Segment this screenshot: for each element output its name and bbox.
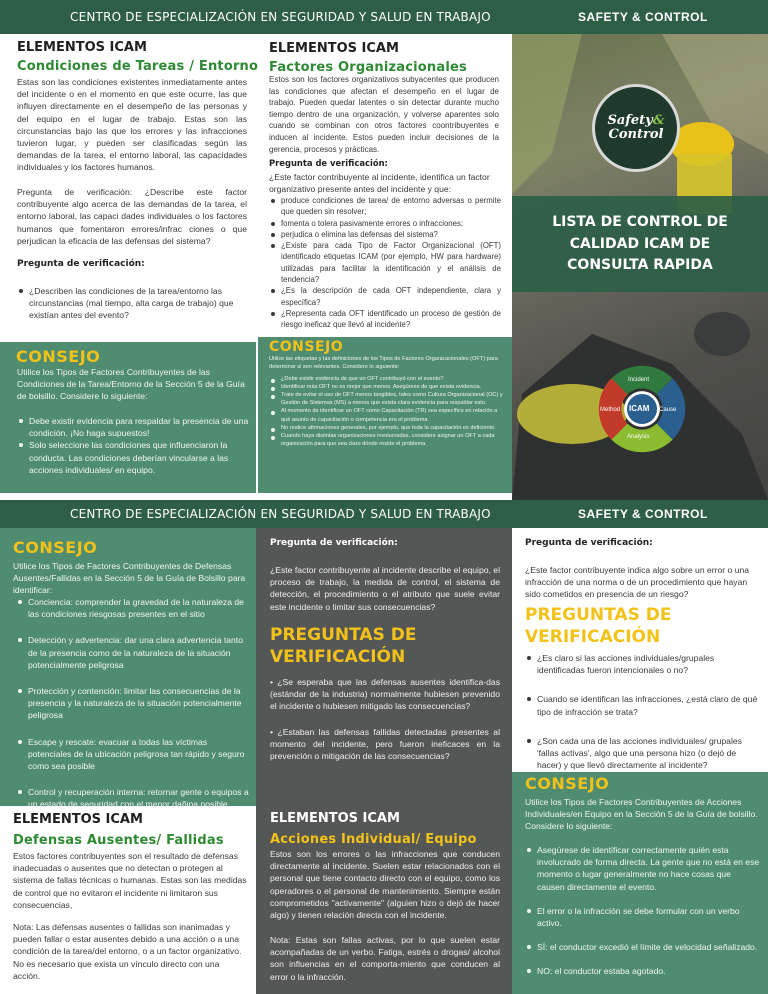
list-item: Asegúrese de identificar correctamente quién esta involucrado de forma directa. La gente que no está en ese momento o lugar generalmente no hace cosas que causen directamente el evento. (525, 844, 761, 893)
col4-subheading: Defensas Ausentes/ Fallidas (13, 833, 224, 848)
list-item: Trate de evitar el uso de OFT menos tangibles, tales como Cultura Organizacional (OC) y Gestión de Sistemas (MS) a menos que exista clara evidencia para respaldar esto. (269, 391, 507, 407)
list-item: SÍ: el conductor excedió el límite de velocidad señalizado. (525, 941, 761, 953)
col4-consejo-list (16, 596, 250, 811)
col1-question-paragraph: Pregunta de verificación: ¿Describe este factor contribuyente algo acerca de las demandas de la tarea, el entorno laboral, las capaci dades individuales o los factores humanos que fomentaron errores/infrac ciones o que perjudican la eficacia de las defensas del sistema? (17, 187, 247, 246)
col2-consejo-list (269, 375, 507, 448)
list-item: No realice afirmaciones generales, por ejemplo, que toda la capacitación es deficiente. (269, 424, 507, 432)
col2-subheading: Factores Organizacionales (269, 60, 467, 75)
list-item: Solo seleccione las condiciones que influenciaron la conducta. Las condiciones deberían vincularse a las acciones individuales/ en equipo. (17, 439, 249, 476)
list-item: ¿Existe para cada Tipo de Factor Organizacional (OFT) identificado etiquetas ICAM (por ejemplo, HW para hardware) utilizadas para facilitar la identificación y el análisis de tendencia? (269, 240, 501, 285)
list-item: Debe existir evidencia para respaldar la presencia de una condición. ¡No haga supuestos! (17, 415, 249, 439)
icam-diagram-top: Incident (628, 377, 650, 383)
list-item: Control y recuperación interna: retornar gente o equipos a un estado de seguridad con el menor dañina posible. (16, 786, 250, 810)
icam-diagram-bottom: Analysis (627, 434, 650, 440)
col6-consejo-title: CONSEJO (525, 774, 610, 793)
list-item: El error o la infracción se debe formular con un verbo activo. (525, 905, 761, 929)
col2-paragraph: Estos son los factores organizativos subyacentes que producen las condiciones que afectan el desempeño en el lugar de trabajo. Pueden quedar latentes o sin detectar durante mucho tiempo dentro de una organización, y volverse aparentes solo cuando se combinan con otros factores coontribuyentes e inducen al incidente. Estos pueden incluir decisiones de la gerencia, procesos y prácticas. (269, 75, 499, 154)
col5-subheading: Acciones Individual/ Equipo (270, 832, 477, 847)
logo-text-top: Safety& (607, 112, 665, 128)
list-item: NO: el conductor estaba agotado. (525, 965, 761, 977)
list-item: ¿Debe existir evidencia de que un OFT contribuyó con el evento? (269, 375, 507, 383)
col6-question-label: Pregunta de verificación: (525, 538, 653, 548)
col4-paragraph: Estos factores contribuyentes son el resultado de defensas inadecuadas o ausentes que no detectan o protegen al sistema de fallas técnicas o humanas. Estas son las medidas de control que no evitaron el incidente ni limitaron sus consecuencias, (13, 851, 247, 910)
list-item: ¿Describen las condiciones de la tarea/entorno las circunstancias (mal tiempo, alta carga de trabajo) que existían antes del evento? (17, 285, 249, 322)
col5-question-label: Pregunta de verificación: (270, 538, 398, 548)
list-item: Cuando haya distintas organizaciones involucradas, considere asignar un OFT a cada organización para que sea claro dónde reside el problema. (269, 432, 507, 448)
col1-heading: ELEMENTOS ICAM (17, 40, 147, 55)
col6-consejo-list (525, 844, 761, 978)
icam-diagram-right: Cause (659, 407, 677, 413)
col5-item-2: • ¿Estaban las defensas fallidas detectadas presentes al momento del incidente, pero fueron ineficaces en la prevención o mitigación de las consecuencias? (270, 727, 500, 762)
list-item: Conciencia: comprender la gravedad de la naturaleza de las condiciones riesgosas presentes en el sitio (16, 596, 250, 620)
list-item: ¿Es claro si las acciones individuales/grupales identificadas fueron intencionales o no? (525, 652, 759, 676)
col2-consejo-text: Utilice las etiquetas y las definiciones de los Tipos de Factores Organizacionales (OFT) para determinar si son relevantes. Considere lo siguiente: (269, 356, 498, 370)
col5-heading: ELEMENTOS ICAM (270, 811, 400, 826)
cover-title-band (512, 196, 768, 292)
col4-heading: ELEMENTOS ICAM (13, 812, 143, 827)
col5-paragraph: Estos son los errores o las infracciones que conducen directamente al incidente. Suelen estar relacionados con el personal que tiene contacto directo con el equipo, como los operadores o el personal de mantenimiento. Siempre están comprometidos "activamente" (alguien hizo o dejó de hacer algo) y tienen relación directa con el incidente. (270, 849, 500, 921)
bottom-header-center-title: CENTRO DE ESPECIALIZACIÓN EN SEGURIDAD Y SALUD EN TRABAJO (70, 507, 491, 521)
col1-consejo-box (0, 342, 256, 493)
col5-note: Nota: Estas son fallas activas, por lo que suelen estar acompañadas de un verbo. Fatiga, estrés o drogas/ alcohol son influencias en el comporta-miento que conducen al error o la infracción. (270, 935, 500, 982)
col5-title: PREGUNTAS DE VERIFICACIÓN (270, 625, 417, 668)
list-item: Identificar más OFT no es mejor que menos. Asegúrese de que exista evidencia. (269, 383, 507, 391)
list-item: fomenta o tolera pasivamente errores o infracciones; (269, 218, 501, 229)
top-header-bar (0, 0, 768, 34)
icam-diagram-center: ICAM (629, 404, 650, 413)
col2-question-list (269, 195, 501, 331)
col1-question-list (17, 285, 249, 322)
list-item: Al momento de identificar un OFT como Capacitación (TR) sea específico en relación a qué asunto de capacitación o competencia era el problema. (269, 407, 507, 423)
col6-question-list (525, 652, 759, 771)
col6-consejo-box (512, 772, 768, 994)
list-item: produce condiciones de tarea/ de entorno adversas o permite que queden sin resolver; (269, 195, 501, 218)
col4-consejo-title: CONSEJO (13, 538, 98, 557)
cover-title: LISTA DE CONTROL DE CALIDAD ICAM DE CONSULTA RAPIDA (552, 214, 728, 274)
col5-item-1: • ¿Se esperaba que las defensas ausentes identifica-das (estándar de la industria) normalmente hubiesen prevenido el incidente o hubiesen mitigado las consecuencias? (270, 677, 500, 712)
col2-heading: ELEMENTOS ICAM (269, 41, 399, 56)
list-item: Cuando se identifican las infracciones, ¿está claro de qué tipo de infracción se trata? (525, 693, 759, 717)
col2-question-label: Pregunta de verificación: (269, 158, 388, 168)
col1-consejo-list (17, 415, 249, 476)
bottom-header-brand: SAFETY & CONTROL (578, 507, 708, 521)
list-item: Protección y contención: limitar las consecuencias de la presencia y la naturaleza de la situación potencialmente peligrosa (16, 685, 250, 722)
col5-question: ¿Este factor contribuyente al incidente describe el equipo, el proceso de trabajo, la medida de control, el sistema de detección, el procedimiento o el atributo que suele evitar este incidente o limitar sus consecuencias? (270, 565, 500, 612)
list-item: perjudica o elimina las defensas del sistema? (269, 229, 501, 240)
list-item: Escape y rescate: evacuar a todas las víctimas potenciales de la ubicación peligrosa tan rápido y seguro como sea posible (16, 736, 250, 773)
col6-question: ¿Este factor contribuyente indica algo sobre un error o una infracción de una norma o de un procedimiento que hayan sido cometidos en presencia de un riesgo? (525, 565, 750, 600)
header-center-title: CENTRO DE ESPECIALIZACIÓN EN SEGURIDAD Y SALUD EN TRABAJO (70, 10, 491, 24)
list-item: Detección y advertencia: dar una clara advertencia tanto de la presencia como de la naturaleza de la situación potencialmente peligrosa (16, 634, 250, 671)
list-item: ¿Es la descripción de cada OFT independiente, clara y específica? (269, 285, 501, 308)
col4-note: Nota: Las defensas ausentes o fallidas son inanimadas y pueden fallar o estar ausentes debido a una acción o a una condición de la tarea/del entorno, o a un factor organizativo. No es necesario que exista un vínculo directo con una acción. (13, 922, 242, 981)
col1-question-label: Pregunta de verificación: (17, 259, 145, 269)
col2-consejo-box (258, 337, 512, 493)
col1-consejo-title: CONSEJO (16, 347, 101, 366)
list-item: ¿Representa cada OFT identificado un proceso de gestión de riesgo ineficaz que llevó al incidente? (269, 308, 501, 331)
list-item: ¿Son cada una de las acciones individuales/ grupales 'fallas activas', algo que una persona hizo (o dejó de hacer) y que llevó directamente al incidente? (525, 735, 759, 772)
bottom-header-bar (0, 500, 768, 528)
col1-paragraph: Estas son las condiciones existentes inmediatamente antes del incidente o en el momento en que este ocurre, las que influyen directamente en el desempeño de las personas y del equipo en el lugar de trabajo. Estas son las circunstancias bajo las que los errores y las infracciones tuvieron lugar, y pueden ser clasificadas según las demandas de la tarea, el entorno laboral, las capacidades individuales y los factores humanos. (17, 77, 247, 173)
col2-question: ¿Este factor contribuyente al incidente, identifica un factor organizativo presente antes del incidente y que: (269, 172, 490, 195)
col4-consejo-text: Utilice los Tipos de Factores Contribuyentes de Defensas Ausentes/Fallidas en la Sección 5 de la Guía de Bolsillo para identificar: (13, 561, 246, 596)
col2-consejo-title: CONSEJO (269, 339, 344, 355)
header-brand: SAFETY & CONTROL (578, 10, 708, 24)
col5-panel (256, 528, 512, 994)
col6-title: PREGUNTAS DE VERIFICACIÓN (525, 605, 672, 648)
col4-consejo-box (0, 528, 256, 810)
icam-diagram-left: Method (600, 407, 621, 413)
brand-logo (592, 84, 680, 172)
col1-subheading: Condiciones de Tareas / Entorno (17, 59, 259, 74)
logo-text-bottom: Control (608, 127, 664, 142)
col6-consejo-text: Utilice los Tipos de Factores Contribuyentes de Acciones Individuales/en Equipo en la Sección 5 de la Guía de bolsillo. Considere lo siguiente: (525, 797, 758, 832)
col1-consejo-text: Utilice los Tipos de Factores Contribuyentes de las Condiciones de la Tarea/Entorno de la Sección 5 de la Guía de bolsillo. Considere lo siguiente: (17, 367, 245, 402)
